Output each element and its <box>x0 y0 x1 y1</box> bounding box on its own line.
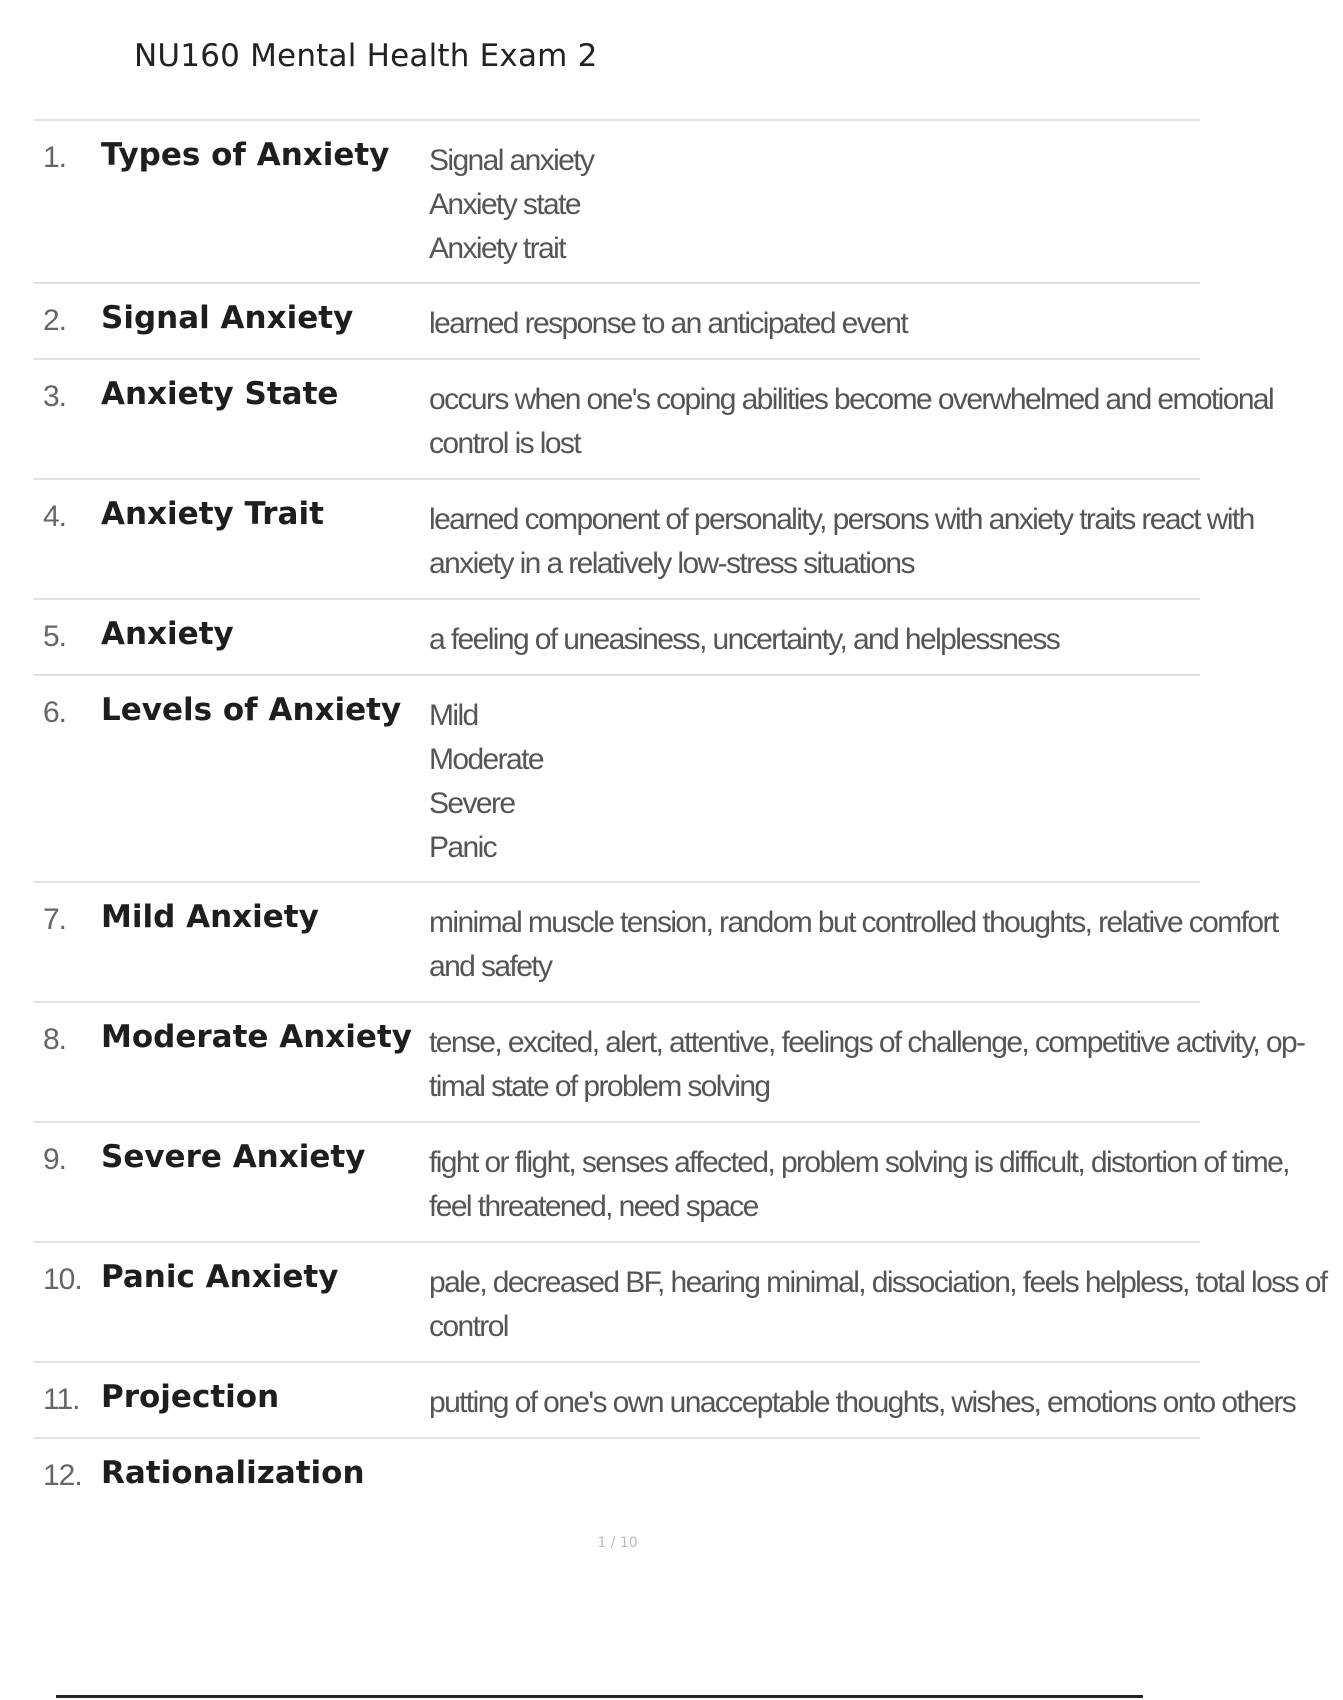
row-number: 4. <box>43 500 67 533</box>
term-label: Levels of Anxiety <box>101 692 402 728</box>
definition-line: Severe <box>429 787 515 820</box>
table-row <box>33 121 1200 284</box>
row-number: 1. <box>43 141 67 174</box>
row-number: 3. <box>43 380 67 413</box>
definition-line: anxiety in a relatively low-stress situations <box>429 547 914 580</box>
definition-line: Panic <box>429 831 497 864</box>
term-label: Rationalization <box>101 1455 365 1491</box>
definition-line: Anxiety state <box>429 188 580 221</box>
row-number: 2. <box>43 304 67 337</box>
definition <box>429 1243 1343 1361</box>
definition-line: putting of one's own unacceptable thoughts, wishes, emotions onto others <box>429 1386 1296 1419</box>
term-label: Signal Anxiety <box>101 300 354 336</box>
term-label: Projection <box>101 1379 280 1415</box>
definition-line: a feeling of uneasiness, uncertainty, and helplessness <box>429 623 1060 656</box>
definition-line: Anxiety trait <box>429 232 565 265</box>
definition <box>429 360 1289 478</box>
definition-line: fight or flight, senses affected, problem solving is difficult, distortion of time, <box>429 1146 1289 1179</box>
table-row <box>33 1363 1296 1439</box>
definition-line: control <box>429 1310 508 1343</box>
definition-line: feel threatened, need space <box>429 1190 758 1223</box>
definition <box>429 1003 1320 1121</box>
definition-line: learned response to an anticipated event <box>429 307 908 340</box>
table-row <box>33 883 1278 1003</box>
definition-line: timal state of problem solving <box>429 1070 770 1103</box>
definition-line: pale, decreased BF, hearing minimal, dissociation, feels helpless, total loss of <box>429 1266 1327 1299</box>
table-row <box>33 676 1200 883</box>
row-number: 12. <box>43 1459 82 1492</box>
table-row <box>33 360 1274 480</box>
table-row <box>33 1123 1289 1243</box>
definition-line: Moderate <box>429 743 543 776</box>
term-label: Severe Anxiety <box>101 1139 366 1175</box>
term-label: Moderate Anxiety <box>101 1019 412 1055</box>
term-label: Mild Anxiety <box>101 899 319 935</box>
table-row <box>33 1439 1200 1519</box>
definition <box>429 1439 1200 1519</box>
row-number: 10. <box>43 1263 82 1296</box>
definition-line: Signal anxiety <box>429 144 594 177</box>
definition-line: tense, excited, alert, attentive, feelings of challenge, competitive activity, op- <box>429 1026 1305 1059</box>
table-row <box>33 1243 1327 1363</box>
definition <box>429 600 1200 674</box>
definition-line: Mild <box>429 699 478 732</box>
definition <box>429 121 1200 282</box>
term-label: Types of Anxiety <box>101 137 390 173</box>
definition-line: minimal muscle tension, random but controlled thoughts, relative comfort <box>429 906 1278 939</box>
table-row <box>33 480 1254 600</box>
definition-line: control is lost <box>429 427 581 460</box>
row-number: 5. <box>43 620 67 653</box>
bottom-divider <box>56 1695 1143 1698</box>
term-label: Anxiety <box>101 616 234 652</box>
definition <box>429 1363 1311 1437</box>
definition-line: and safety <box>429 950 552 983</box>
row-number: 8. <box>43 1023 67 1056</box>
table-row <box>33 1003 1305 1123</box>
definition-line: occurs when one's coping abilities become overwhelmed and emotional <box>429 383 1274 416</box>
flashcard-table <box>33 119 1327 1519</box>
row-number: 7. <box>43 903 67 936</box>
table-row <box>33 600 1200 676</box>
definition <box>429 1123 1305 1241</box>
definition <box>429 284 1200 358</box>
page-indicator: 1 / 10 <box>597 1535 638 1551</box>
definition <box>429 883 1294 1001</box>
term-label: Anxiety State <box>101 376 339 412</box>
row-number: 6. <box>43 696 67 729</box>
row-number: 9. <box>43 1143 67 1176</box>
row-number: 11. <box>43 1383 80 1416</box>
term-label: Panic Anxiety <box>101 1259 339 1295</box>
page-title: NU160 Mental Health Exam 2 <box>134 38 598 74</box>
term-label: Anxiety Trait <box>101 496 324 532</box>
table-row <box>33 284 1200 360</box>
definition <box>429 480 1270 598</box>
definition-line: learned component of personality, persons with anxiety traits react with <box>429 503 1254 536</box>
definition <box>429 676 1200 881</box>
